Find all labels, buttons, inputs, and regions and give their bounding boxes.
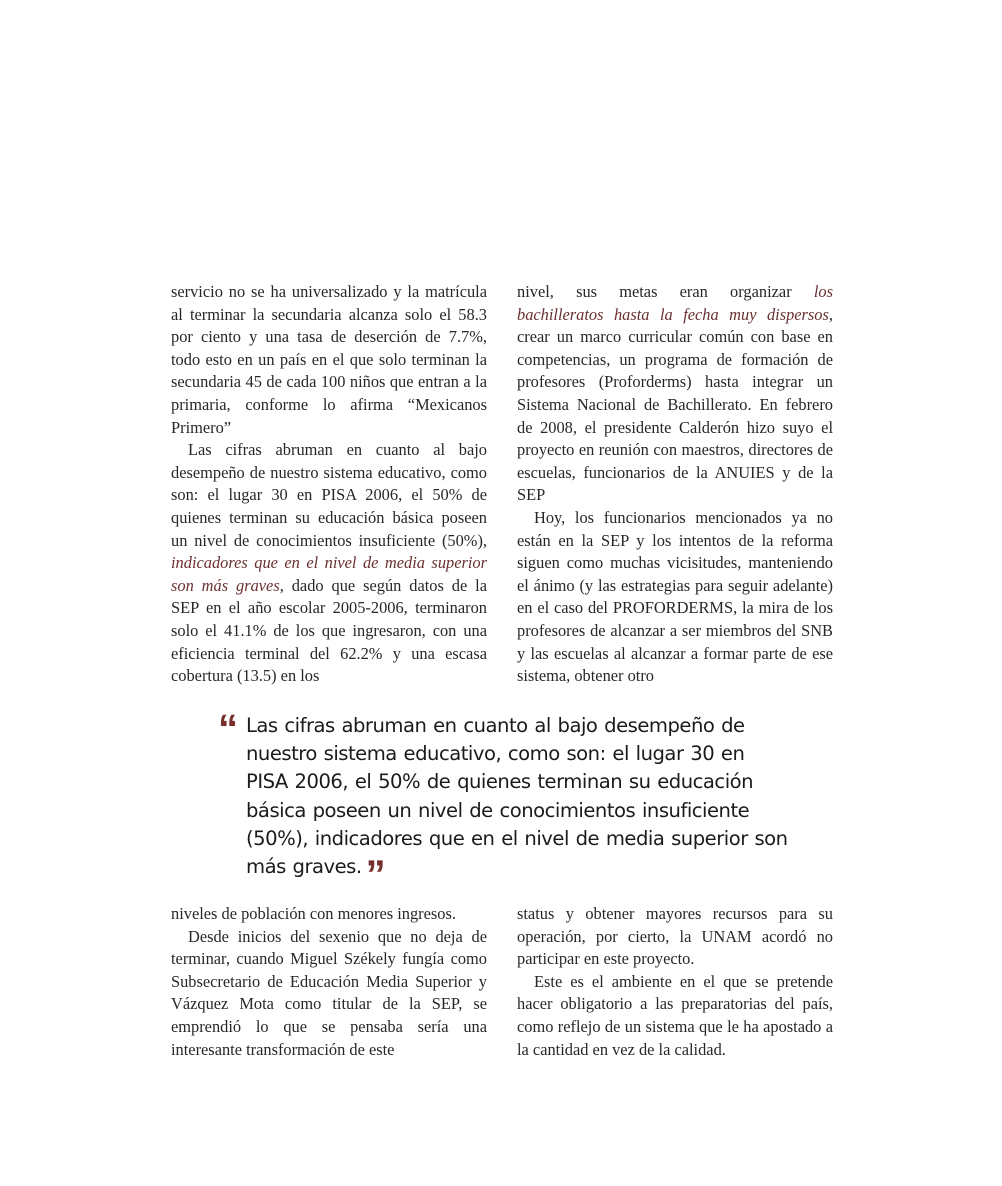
paragraph: Hoy, los funcionarios mencionados ya no están en la SEP y los intentos de la reforma siguen como muchas vicisitudes, manteniendo el ánimo (y las estrategias para seguir adelante) en el caso del PROFORDERMS, la mira de los profesores de alcanzar a ser miembros del SNB y las escuelas al alcanzar a formar parte de ese sistema, obtener otro — [517, 507, 833, 686]
article-column-top-left — [171, 281, 487, 688]
paragraph-text: nivel, sus metas eran organizar — [517, 282, 814, 301]
paragraph: Desde inicios del sexenio que no deja de terminar, cuando Miguel Székely fungía como Subsecretario de Educación Media Superior y Vázquez Mota como titular de la SEP, se emprendió lo que se pensaba sería una interesante transformación de este — [171, 926, 487, 1059]
paragraph: status y obtener mayores recursos para su operación, por cierto, la UNAM acordó no participar en este proyecto. — [517, 904, 833, 969]
paragraph: Este es el ambiente en el que se pretende hacer obligatorio a las preparatorias del país, como reflejo de un sistema que le ha apostado a la cantidad en vez de la calidad. — [517, 971, 833, 1059]
italic-emphasis: indicadores que en el nivel de media superior son más graves — [171, 553, 487, 595]
paragraph: niveles de población con menores ingresos. — [171, 904, 456, 923]
article-column-bottom-right — [517, 903, 833, 1061]
article-column-bottom-left — [171, 903, 487, 1061]
close-quote-icon: ” — [365, 853, 386, 898]
open-quote-icon: “ — [218, 707, 238, 751]
paragraph — [171, 439, 487, 688]
paragraph-text: , crear un marco curricular común con base en competencias, un programa de formación de profesores (Proforderms) hasta integrar un Sistema Nacional de Bachillerato. En febrero de 2008, el presidente Calderón hizo suyo el proyecto en reunión con maestros, directores de escuelas, funcionarios de la ANUIES y de la SEP — [517, 304, 833, 505]
paragraph-text: Las cifras abruman en cuanto al bajo desempeño de nuestro sistema educativo, como son: el lugar 30 en PISA 2006, el 50% de quienes terminan su educación básica poseen un nivel de conocimientos insuficiente (50%), — [171, 440, 487, 550]
article-column-top-right — [517, 281, 833, 688]
paragraph — [517, 281, 833, 507]
paragraph: servicio no se ha universalizado y la matrícula al terminar la secundaria alcanza solo el 58.3 por ciento y una tasa de deserción de 7.7%, todo esto en un país en el que solo terminan la secundaria 45 de cada 100 niños que entran a la primaria, conforme lo afirma “Mexicanos Primero” — [171, 282, 487, 437]
italic-emphasis: los bachilleratos hasta la fecha muy dispersos — [517, 282, 833, 324]
pull-quote-body — [246, 712, 788, 898]
paragraph-text: , dado que según datos de la SEP en el año escolar 2005-2006, terminaron solo el 41.1% de los que ingresaron, con una eficiencia terminal del 62.2% y una escasa cobertura (13.5) en los — [171, 575, 487, 686]
pull-quote-text: Las cifras abruman en cuanto al bajo desempeño de nuestro sistema educativo, como son: el lugar 30 en PISA 2006, el 50% de quienes terminan su educación básica poseen un nivel de conocimientos insuficiente (50%), indicadores que en el nivel de media superior son más graves. — [246, 714, 788, 879]
